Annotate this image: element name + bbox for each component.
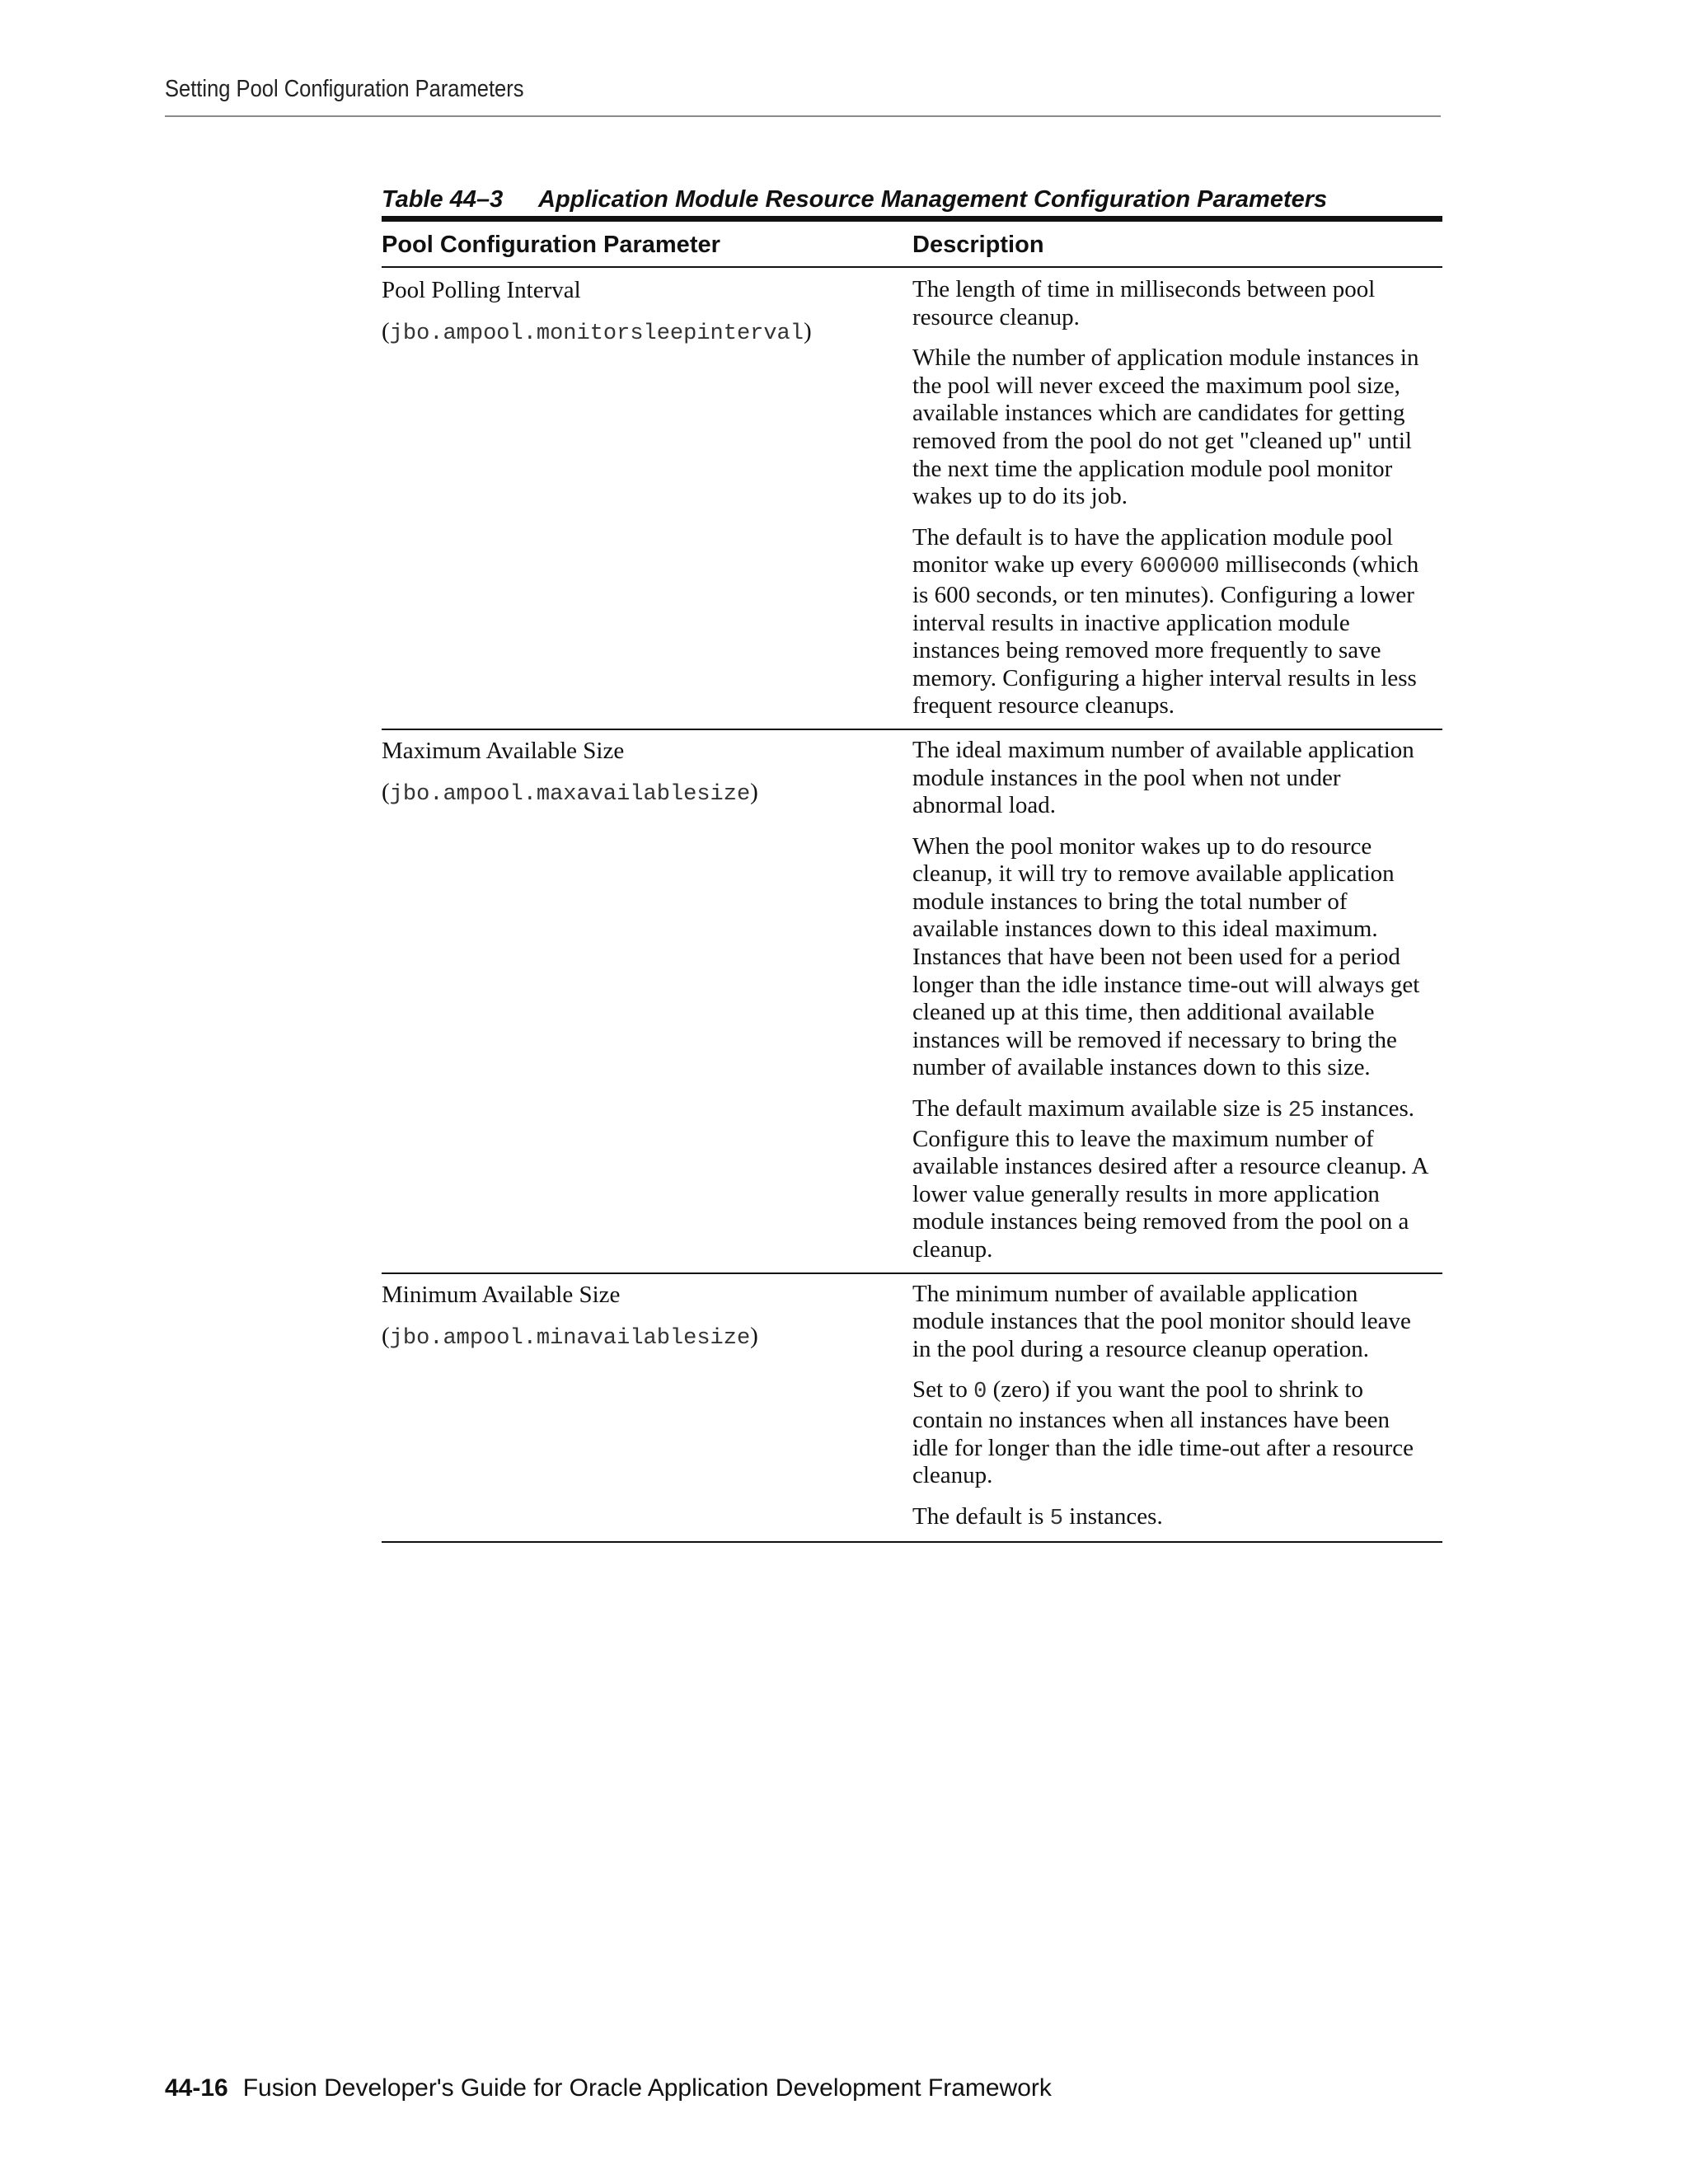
description-paragraph: The default is to have the application module pool monitor wake up every 600000 milliseconds (which is 600 seconds, or ten minutes). Configuring a lower interval results in inactive application module instances being removed more frequently to save memory. Configuring a higher interval results in less frequent resource cleanups.	[912, 523, 1419, 719]
table-row	[382, 267, 1442, 729]
column-header-description: Description	[912, 222, 1442, 267]
inline-code: 5	[1049, 1506, 1063, 1531]
parameter-property: (jbo.ampool.monitorsleepinterval)	[382, 318, 812, 346]
running-header: Setting Pool Configuration Parameters	[165, 76, 524, 102]
description-paragraph: While the number of application module instances in the pool will never exceed the maximum pool size, available instances which are candidates for getting removed from the pool do not get "cleaned up" until the next time the application module pool monitor wakes up to do its job.	[912, 344, 1419, 510]
description-cell	[912, 1273, 1442, 1543]
book-title: Fusion Developer's Guide for Oracle Application Development Framework	[242, 2074, 1052, 2102]
table-caption-number: Table 44–3	[382, 186, 504, 213]
page-footer	[165, 2074, 1052, 2102]
inline-code: 600000	[1139, 555, 1220, 580]
table-top-rule	[382, 216, 1442, 222]
parameter-property: (jbo.ampool.maxavailablesize)	[382, 778, 758, 807]
parameter-name: Minimum Available Size	[382, 1281, 621, 1308]
header-rule	[165, 115, 1441, 117]
description-paragraph: The default is 5 instances.	[912, 1502, 1163, 1531]
description-paragraph: The length of time in milliseconds between pool resource cleanup.	[912, 276, 1376, 330]
parameter-name: Maximum Available Size	[382, 737, 625, 764]
description-cell	[912, 729, 1442, 1273]
description-paragraph: The default maximum available size is 25 instances. Configure this to leave the maximum number of available instances desired after a resource cleanup. A lower value generally results in more application module instances being removed from the pool on a cleanup.	[912, 1095, 1428, 1263]
parameter-cell	[382, 729, 912, 1273]
description-paragraph: When the pool monitor wakes up to do resource cleanup, it will try to remove available application module instances to bring the total number of available instances down to this ideal maximum. Instances that have been not been used for a period longer than the idle instance time-out will always get cleaned up at this time, then additional available instances will be removed if necessary to bring the number of available instances down to this size.	[912, 832, 1420, 1081]
table-row	[382, 1273, 1442, 1543]
property-code: jbo.ampool.minavailablesize	[389, 1325, 751, 1351]
parameter-cell	[382, 267, 912, 729]
property-code: jbo.ampool.monitorsleepinterval	[389, 321, 804, 346]
description-cell	[912, 267, 1442, 729]
description-paragraph: The ideal maximum number of available application module instances in the pool when not under abnormal load.	[912, 736, 1414, 819]
table-header-row	[382, 222, 1442, 267]
description-paragraph: Set to 0 (zero) if you want the pool to shrink to contain no instances when all instances have been idle for longer than the idle time-out after a resource cleanup.	[912, 1376, 1414, 1489]
inline-code: 25	[1287, 1099, 1315, 1124]
table-row	[382, 729, 1442, 1273]
parameter-property: (jbo.ampool.minavailablesize)	[382, 1322, 758, 1351]
description-paragraph: The minimum number of available application module instances that the pool monitor should leave in the pool during a resource cleanup operation.	[912, 1280, 1411, 1362]
table-caption	[382, 183, 1442, 216]
parameter-cell	[382, 1273, 912, 1543]
parameter-table	[382, 222, 1442, 1543]
property-code: jbo.ampool.maxavailablesize	[389, 781, 751, 807]
column-header-parameter: Pool Configuration Parameter	[382, 222, 912, 267]
parameter-table-block	[382, 183, 1442, 1543]
parameter-name: Pool Polling Interval	[382, 277, 581, 303]
table-caption-title: Application Module Resource Management Configuration Parameters	[538, 186, 1328, 213]
page-number: 44-16	[165, 2074, 228, 2102]
inline-code: 0	[973, 1380, 987, 1405]
